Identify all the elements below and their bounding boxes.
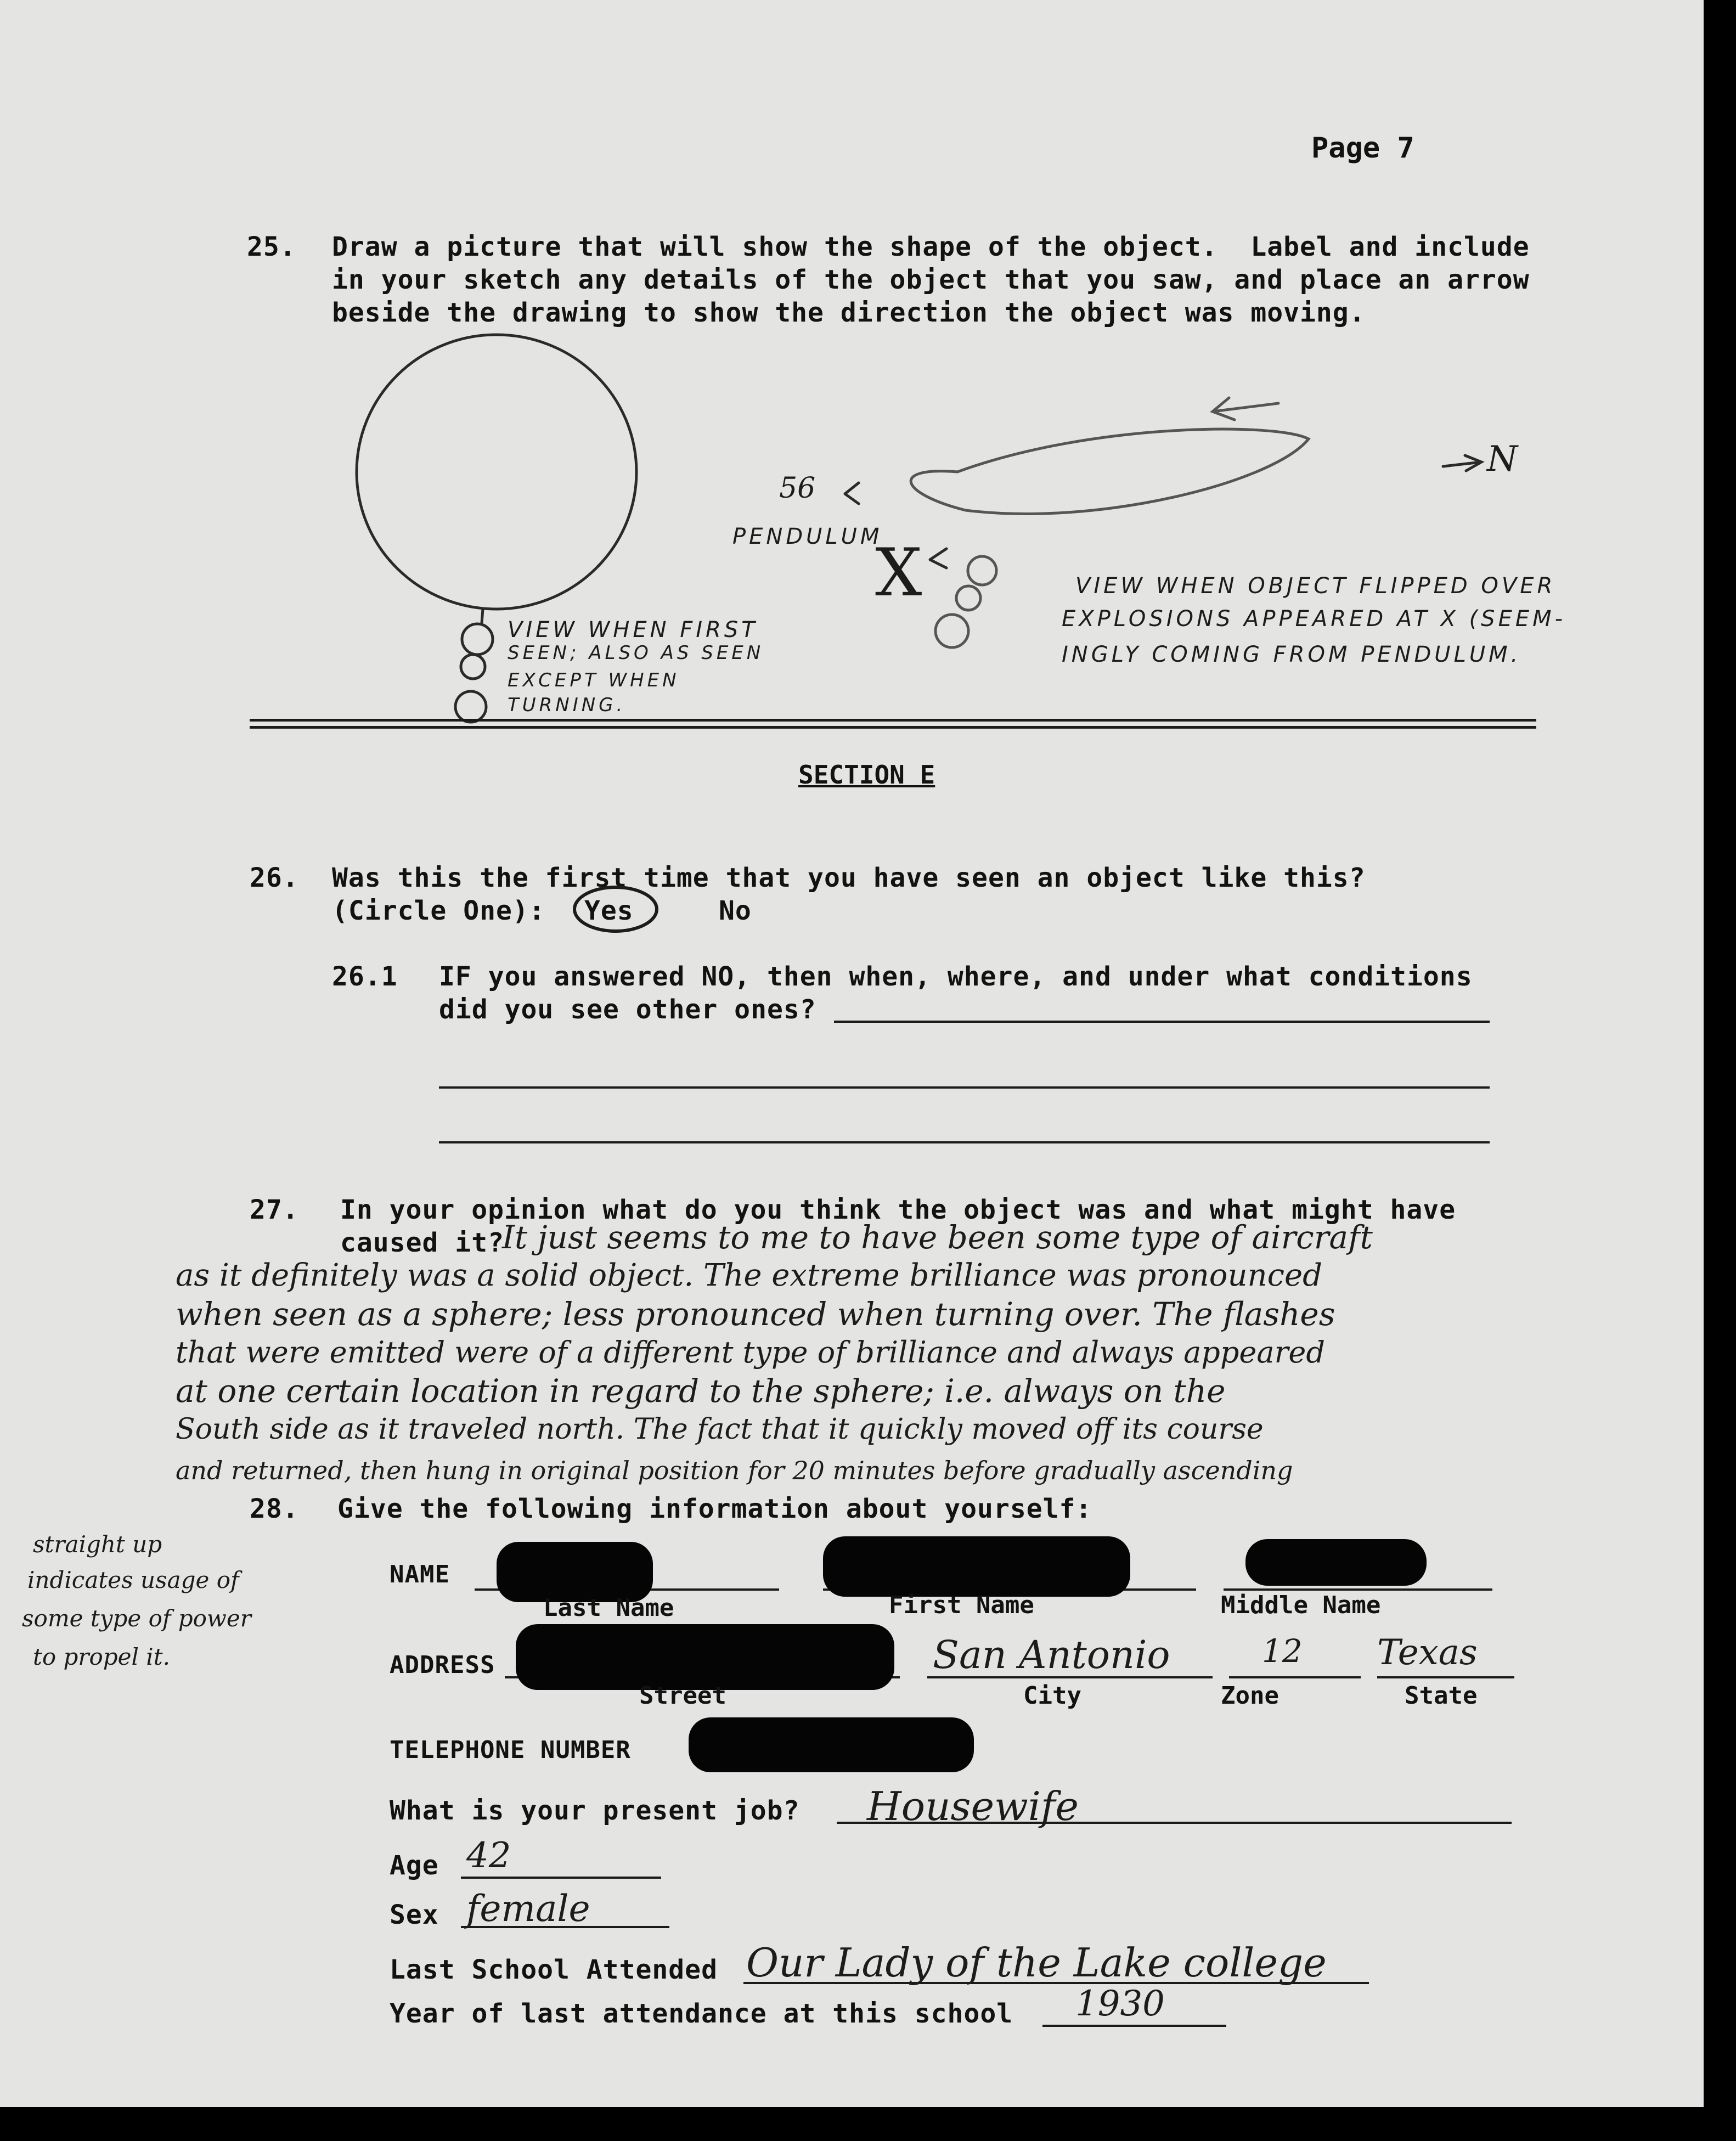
caption-first-line-2: SEEN; ALSO AS SEEN: [508, 642, 764, 664]
state-value: Texas: [1377, 1632, 1478, 1673]
telephone-redaction: [689, 1717, 974, 1772]
q27-answer-line-3: when seen as a sphere; less pronounced when turning over. The flashes: [176, 1295, 1335, 1333]
age-field[interactable]: [461, 1877, 661, 1879]
q27-answer-line-1: It just seems to me to have been some type of aircraft: [502, 1219, 1373, 1256]
q26-1-answer-line-3[interactable]: [439, 1141, 1490, 1143]
q28-number: 28.: [250, 1494, 299, 1524]
x-mark: X: [875, 535, 922, 611]
margin-note-line-1: straight up: [33, 1531, 162, 1558]
q26-number: 26.: [250, 863, 299, 893]
telephone-label: TELEPHONE NUMBER: [390, 1736, 631, 1764]
year-field[interactable]: [1042, 2025, 1226, 2027]
q27-answer-line-2: as it definitely was a solid object. The extreme brilliance was pronounced: [176, 1258, 1322, 1293]
name-label: NAME: [390, 1560, 450, 1588]
address-label: ADDRESS: [390, 1651, 495, 1679]
q25-text-line-2: in your sketch any details of the object that you saw, and place an arrow: [332, 264, 1530, 295]
q27-answer-line-4: that were emitted were of a different type of brilliance and always appeared: [176, 1335, 1325, 1370]
q25-number: 25.: [247, 232, 296, 262]
city-sublabel: City: [1023, 1682, 1081, 1710]
year-value: 1930: [1075, 1984, 1165, 2024]
q26-1-answer-line-2[interactable]: [439, 1086, 1490, 1089]
middle-name-field[interactable]: [1224, 1588, 1492, 1591]
middle-name-sublabel: Middle Name: [1221, 1591, 1381, 1619]
age-value: 42: [466, 1835, 511, 1876]
state-sublabel: State: [1405, 1682, 1478, 1710]
caption-first-line-1: VIEW WHEN FIRST: [508, 617, 758, 643]
q27-answer-line-7: and returned, then hung in original position for 20 minutes before gradually ascending: [176, 1456, 1293, 1485]
page-number: Page 7: [1311, 132, 1414, 165]
age-label: Age: [390, 1850, 439, 1881]
q25-text-line-3: beside the drawing to show the direction the object was moving.: [332, 297, 1366, 328]
q26-1-number: 26.1: [332, 961, 398, 992]
zone-field[interactable]: [1229, 1676, 1361, 1678]
caption-flipped-line-3: INGLY COMING FROM PENDULUM.: [1062, 642, 1521, 667]
job-value: Housewife: [867, 1783, 1079, 1829]
last-name-sublabel: Last Name: [543, 1594, 674, 1622]
q26-1-text-line-1: IF you answered NO, then when, where, and under what conditions: [439, 961, 1473, 992]
q26-text-line-2: (Circle One):: [332, 895, 545, 926]
caption-first-line-3: EXCEPT WHEN: [508, 669, 680, 691]
middle-name-redaction: [1245, 1539, 1427, 1586]
school-label: Last School Attended: [390, 1954, 718, 1985]
q26-1-text-line-2: did you see other ones?: [439, 994, 816, 1025]
direction-label: N: [1487, 439, 1518, 480]
q26-1-answer-line-1[interactable]: [834, 1021, 1490, 1023]
q27-answer-line-6: South side as it traveled north. The fact that it quickly moved off its course: [176, 1413, 1264, 1446]
margin-note-line-3: some type of power: [22, 1605, 251, 1632]
section-title: SECTION E: [798, 760, 935, 790]
pendulum-label: PENDULUM: [732, 524, 883, 549]
year-label: Year of last attendance at this school: [390, 1998, 1013, 2029]
q28-text-line-1: Give the following information about yourself:: [337, 1494, 1092, 1524]
street-redaction: [516, 1624, 894, 1690]
caption-first-line-4: TURNING.: [508, 694, 626, 716]
margin-note-line-4: to propel it.: [33, 1643, 170, 1670]
state-field[interactable]: [1377, 1676, 1514, 1678]
q26-text-line-1: Was this the first time that you have seen an object like this?: [332, 863, 1366, 893]
sex-value: female: [466, 1888, 590, 1930]
q26-no-option[interactable]: No: [719, 895, 752, 926]
school-value: Our Lady of the Lake college: [746, 1940, 1327, 1986]
caption-flipped-line-1: VIEW WHEN OBJECT FLIPPED OVER: [1075, 573, 1556, 599]
zone-sublabel: Zone: [1221, 1682, 1279, 1710]
q26-yes-option[interactable]: Yes: [584, 895, 634, 926]
job-label: What is your present job?: [390, 1795, 800, 1826]
first-name-redaction: [823, 1536, 1130, 1597]
first-name-sublabel: First Name: [889, 1591, 1034, 1619]
city-value: San Antonio: [933, 1632, 1170, 1677]
q27-answer-line-5: at one certain location in regard to the sphere; i.e. always on the: [176, 1372, 1226, 1410]
caption-flipped-line-2: EXPLOSIONS APPEARED AT X (SEEM-: [1062, 606, 1566, 632]
q27-number: 27.: [250, 1195, 299, 1225]
q27-text-line-1: In your opinion what do you think the object was and what might have: [340, 1195, 1456, 1225]
q27-text-line-2: caused it?: [340, 1227, 504, 1258]
zone-value: 12: [1262, 1632, 1303, 1670]
margin-note-line-2: indicates usage of: [27, 1567, 239, 1593]
q25-text-line-1: Draw a picture that will show the shape of the object. Label and include: [332, 232, 1530, 262]
arrow-label: 56: [779, 472, 816, 505]
last-name-redaction: [497, 1542, 653, 1602]
sex-label: Sex: [390, 1900, 439, 1930]
street-sublabel: Street: [639, 1682, 726, 1710]
